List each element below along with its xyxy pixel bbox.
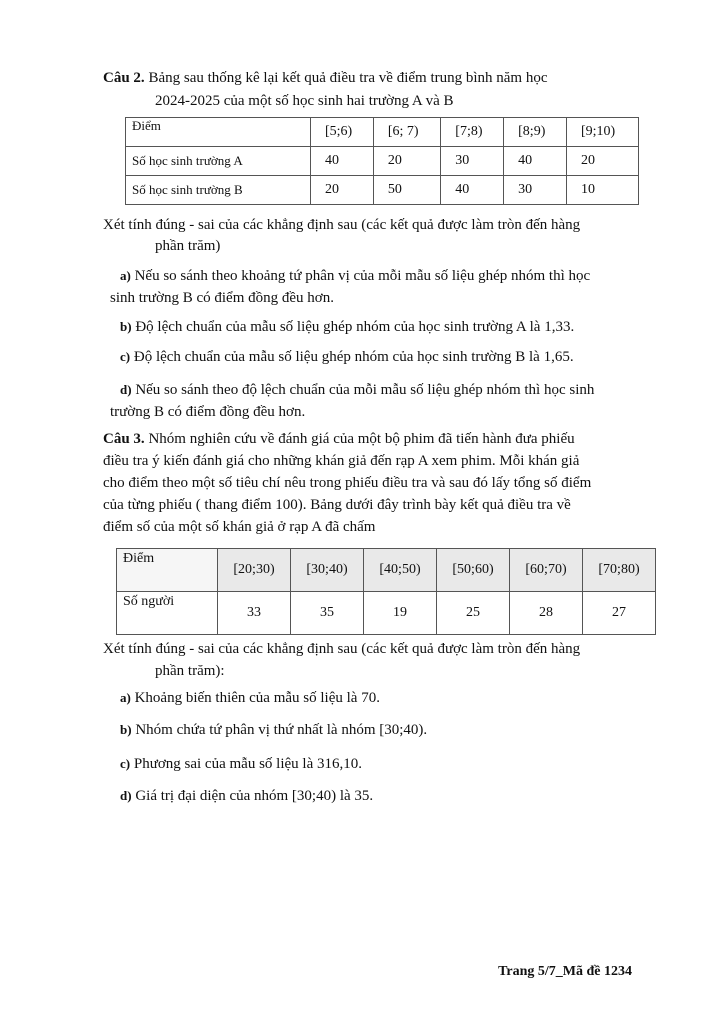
q2-cell: 10	[567, 176, 639, 205]
q3-stem-line2: điều tra ý kiến đánh giá cho những khán giả đến rạp A xem phim. Mỗi khán giả	[103, 453, 580, 469]
q3-stem-line1: Câu 3. Nhóm nghiên cứu về đánh giá của một bộ phim đã tiến hành đưa phiếu	[103, 431, 575, 447]
q3-row-label: Số người	[117, 592, 218, 635]
q3-header-cell: [40;50)	[364, 549, 437, 592]
table-row	[126, 147, 639, 176]
q2-instruction-line1: Xét tính đúng - sai của các khẳng định sau (các kết quả được làm tròn đến hàng	[103, 217, 581, 233]
page-footer: Trang 5/7_Mã đề 1234	[498, 964, 632, 979]
q3-label: Câu 3.	[103, 431, 145, 447]
q2-instruction-line2: phần trăm)	[155, 238, 221, 254]
q2-header-cell: [8;9)	[504, 118, 567, 147]
q3-statement-d: d) Giá trị đại diện của nhóm [30;40) là 35.	[120, 788, 374, 804]
q3-b-label: b)	[120, 722, 132, 737]
q2-statement-c: c) Độ lệch chuẩn của mẫu số liệu ghép nhóm của học sinh trường B là 1,65.	[120, 349, 574, 365]
q2-cell: 20	[373, 147, 440, 176]
q2-header-cell: [7;8)	[441, 118, 504, 147]
q3-cell: 19	[364, 592, 437, 635]
q3-a-label: a)	[120, 690, 131, 705]
q2-cell: 20	[311, 176, 374, 205]
q2-cell: 40	[311, 147, 374, 176]
q2-cell: 30	[441, 147, 504, 176]
q3-cell: 33	[218, 592, 291, 635]
q3-stem-line3: cho điểm theo một số tiêu chí nêu trong phiếu điều tra và sau đó lấy tổng số điểm	[103, 475, 592, 491]
q2-statement-d-cont: trường B có điểm đồng đều hơn.	[110, 404, 306, 420]
q3-header-cell: [70;80)	[583, 549, 656, 592]
q2-statement-a: a) Nếu so sánh theo khoảng tứ phân vị của mỗi mẫu số liệu ghép nhóm thì học	[120, 268, 591, 284]
table-row	[117, 592, 656, 635]
q2-row-label: Số học sinh trường A	[126, 147, 311, 176]
q2-table-header-row	[126, 118, 639, 147]
q3-header-cell: [50;60)	[437, 549, 510, 592]
q3-instruction-line2: phần trăm):	[155, 663, 225, 679]
q3-c-label: c)	[120, 756, 131, 771]
q2-header-cell: [6; 7)	[373, 118, 440, 147]
q2-table	[125, 117, 639, 205]
q3-header-cell: [30;40)	[291, 549, 364, 592]
q3-instruction-line1: Xét tính đúng - sai của các khẳng định sau (các kết quả được làm tròn đến hàng	[103, 641, 581, 657]
q2-stem-line2: 2024-2025 của một số học sinh hai trường A và B	[155, 93, 454, 109]
q2-b-label: b)	[120, 319, 132, 334]
q3-cell: 27	[583, 592, 656, 635]
q3-statement-c: c) Phương sai của mẫu số liệu là 316,10.	[120, 756, 362, 772]
q3-cell: 28	[510, 592, 583, 635]
q2-cell: 40	[441, 176, 504, 205]
q2-c-label: c)	[120, 349, 131, 364]
q3-header-cell: Điểm	[117, 549, 218, 592]
q2-a-label: a)	[120, 268, 131, 283]
q2-header-cell: [9;10)	[567, 118, 639, 147]
q2-header-cell: Điểm	[126, 118, 311, 147]
q3-stem-line5: điểm số của một số khán giả ở rạp A đã chấm	[103, 519, 376, 535]
q2-stem-line1: Câu 2. Bảng sau thống kê lại kết quả điều tra về điểm trung bình năm học	[103, 70, 548, 86]
q3-statement-b: b) Nhóm chứa tứ phân vị thứ nhất là nhóm [30;40).	[120, 722, 428, 738]
q3-table-header-row	[117, 549, 656, 592]
table-row	[126, 176, 639, 205]
q3-header-cell: [20;30)	[218, 549, 291, 592]
q3-cell: 35	[291, 592, 364, 635]
q2-cell: 40	[504, 147, 567, 176]
q2-statement-a-cont: sinh trường B có điểm đồng đều hơn.	[110, 290, 334, 306]
q3-stem-line4: của từng phiếu ( thang điểm 100). Bảng dưới đây trình bày kết quả điều tra về	[103, 497, 571, 513]
q2-statement-b: b) Độ lệch chuẩn của mẫu số liệu ghép nhóm của học sinh trường A là 1,33.	[120, 319, 575, 335]
q3-table	[116, 548, 656, 635]
q2-statement-d: d) Nếu so sánh theo độ lệch chuẩn của mỗi mẫu số liệu ghép nhóm thì học sinh	[120, 382, 595, 398]
q2-row-label: Số học sinh trường B	[126, 176, 311, 205]
q2-header-cell: [5;6)	[311, 118, 374, 147]
q2-cell: 30	[504, 176, 567, 205]
q2-d-label: d)	[120, 382, 132, 397]
q3-cell: 25	[437, 592, 510, 635]
q2-cell: 50	[373, 176, 440, 205]
q3-d-label: d)	[120, 788, 132, 803]
q3-header-cell: [60;70)	[510, 549, 583, 592]
q2-cell: 20	[567, 147, 639, 176]
q2-label: Câu 2.	[103, 70, 145, 86]
q3-statement-a: a) Khoảng biến thiên của mẫu số liệu là 70.	[120, 690, 380, 706]
